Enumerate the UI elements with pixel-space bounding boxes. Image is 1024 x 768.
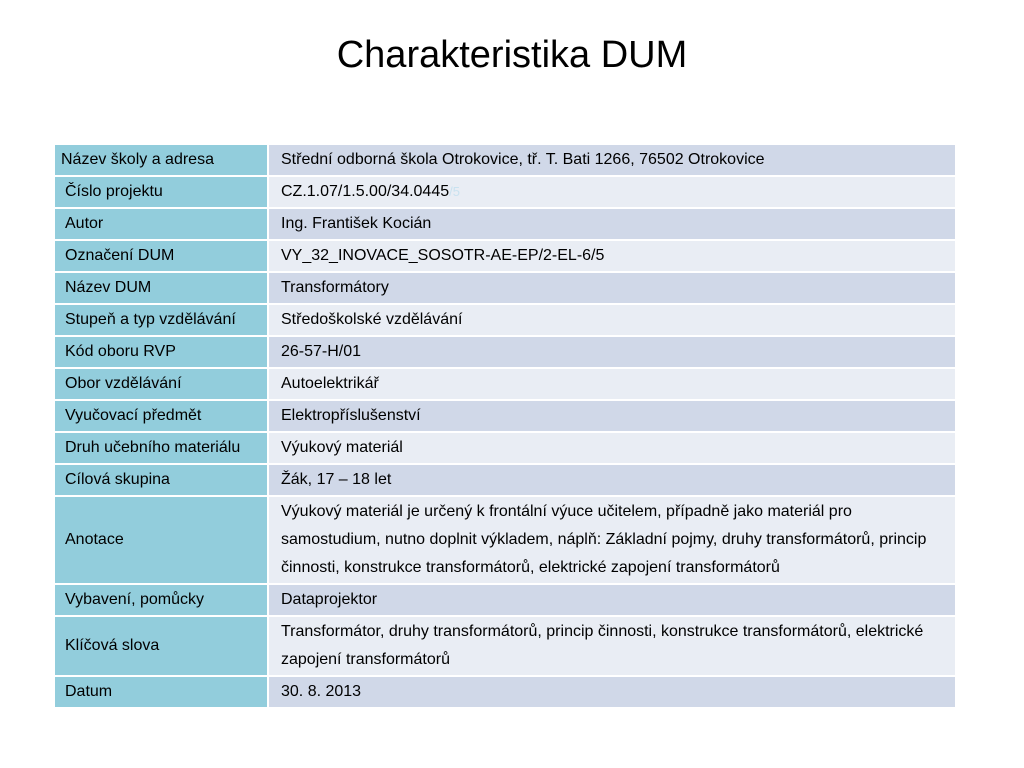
row-label: Autor xyxy=(54,208,268,240)
table-row xyxy=(54,272,956,304)
row-label: Název školy a adresa xyxy=(54,144,268,176)
row-value: 30. 8. 2013 xyxy=(268,676,956,708)
project-number: CZ.1.07/1.5.00/34.0445 xyxy=(281,183,450,200)
table-row xyxy=(54,368,956,400)
row-label: Číslo projektu xyxy=(54,176,268,208)
table-row xyxy=(54,208,956,240)
row-label: Druh učebního materiálu xyxy=(54,432,268,464)
table-row xyxy=(54,496,956,584)
row-label: Název DUM xyxy=(54,272,268,304)
row-value: 26-57-H/01 xyxy=(268,336,956,368)
row-label: Anotace xyxy=(54,496,268,584)
row-value: VY_32_INOVACE_SOSOTR-AE-EP/2-EL-6/5 xyxy=(268,240,956,272)
row-label: Kód oboru RVP xyxy=(54,336,268,368)
table-row xyxy=(54,584,956,616)
row-label: Obor vzdělávání xyxy=(54,368,268,400)
faint-suffix: /5 xyxy=(449,184,460,199)
row-label: Označení DUM xyxy=(54,240,268,272)
row-value: Transformátory xyxy=(268,272,956,304)
row-value: Výukový materiál je určený k frontální výuce učitelem, případně jako materiál pro samostudium, nutno doplnit výkladem, náplň: Základní pojmy, druhy transformátorů, princip činnosti, konstrukce transformátorů, elektrické zapojení transformátorů xyxy=(268,496,956,584)
row-value: Střední odborná škola Otrokovice, tř. T. Bati 1266, 76502 Otrokovice xyxy=(268,144,956,176)
row-value: Žák, 17 – 18 let xyxy=(268,464,956,496)
table-row xyxy=(54,400,956,432)
table-row xyxy=(54,240,956,272)
table-row xyxy=(54,464,956,496)
row-value: Elektropříslušenství xyxy=(268,400,956,432)
table-row xyxy=(54,144,956,176)
row-value: Transformátor, druhy transformátorů, princip činnosti, konstrukce transformátorů, elektrické zapojení transformátorů xyxy=(268,616,956,676)
row-value: Ing. František Kocián xyxy=(268,208,956,240)
table-row xyxy=(54,616,956,676)
row-value: Autoelektrikář xyxy=(268,368,956,400)
table-row xyxy=(54,432,956,464)
table-row xyxy=(54,676,956,708)
row-label: Klíčová slova xyxy=(54,616,268,676)
table-row xyxy=(54,304,956,336)
row-label: Datum xyxy=(54,676,268,708)
row-value: Středoškolské vzdělávání xyxy=(268,304,956,336)
row-value: Výukový materiál xyxy=(268,432,956,464)
row-value: Dataprojektor xyxy=(268,584,956,616)
row-label: Vybavení, pomůcky xyxy=(54,584,268,616)
page-title: Charakteristika DUM xyxy=(336,34,688,76)
row-label: Cílová skupina xyxy=(54,464,268,496)
table-row xyxy=(54,336,956,368)
row-value xyxy=(268,176,956,208)
info-table xyxy=(53,143,957,709)
row-label: Stupeň a typ vzdělávání xyxy=(54,304,268,336)
row-label: Vyučovací předmět xyxy=(54,400,268,432)
table-row xyxy=(54,176,956,208)
